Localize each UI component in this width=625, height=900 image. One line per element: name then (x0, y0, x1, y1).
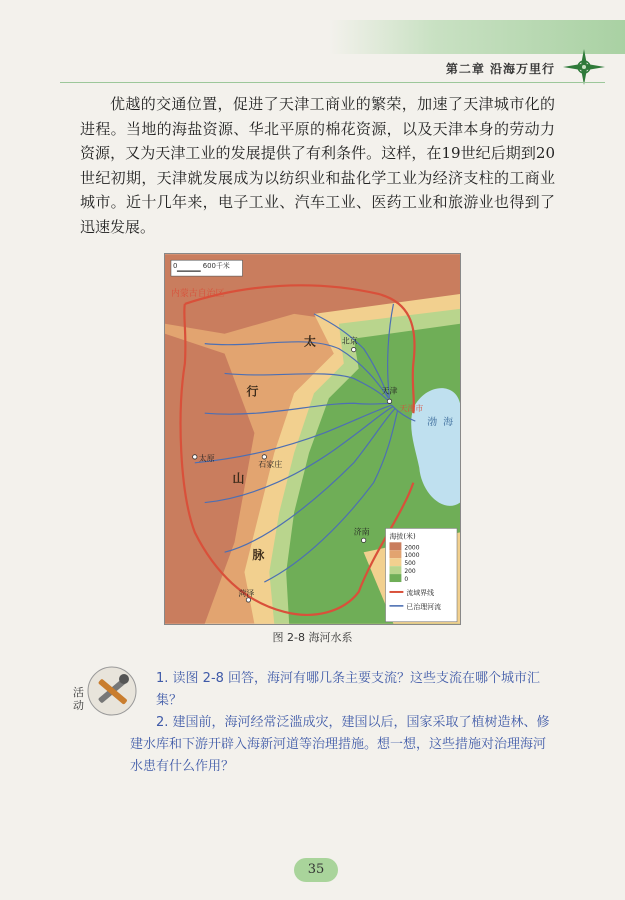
haihe-map (164, 253, 461, 625)
city-shijiazhuang: 石家庄 (258, 459, 283, 469)
city-marker-shijiazhuang (262, 455, 266, 459)
sea-char-2: 海 (443, 417, 454, 429)
legend-title: 海拔(米) (389, 532, 416, 541)
mountain-char-1: 太 (304, 334, 316, 349)
legend-level-3: 500 (404, 560, 416, 568)
mountain-char-4: 脉 (252, 548, 265, 563)
chapter-title: 第二章 沿海万里行 (445, 62, 555, 76)
legend-level-1: 2000 (404, 544, 420, 552)
page-number: 35 (294, 858, 338, 882)
city-beijing: 北京 (341, 336, 358, 346)
region-label: 内蒙古自治区 (170, 288, 225, 299)
legend-swatch-plain (389, 574, 401, 582)
mountain-char-2: 行 (246, 384, 259, 399)
header-rule (60, 82, 605, 83)
figure-caption: 图 2-8 海河水系 (272, 631, 353, 644)
activity-question-1: 1. 读图 2-8 回答，海河有哪几条主要支流？这些支流在哪个城市汇集？ (156, 671, 541, 708)
legend-river-label: 已治理河流 (406, 602, 442, 611)
map-graphic (165, 254, 460, 624)
city-taiyuan: 太原 (198, 453, 215, 463)
scale-distance: 600千米 (202, 262, 230, 271)
city-jinan: 济南 (353, 527, 370, 537)
legend-swatch-high (389, 542, 401, 550)
body-paragraph: 优越的交通位置，促进了天津工商业的繁荣，加速了天津城市化的进程。当地的海盐资源、华北平原的棉花资源，以及天津本身的劳动力资源，又为天津工业的发展提供了有利条件。这样，在19世纪后期到20世纪初期，天津就发展成为以纺织业和盐化学工业为经济支柱的工商业城市。近十几年来，电子工业、汽车工业、医药工业和旅游业也得到了迅速发展。 (80, 95, 555, 236)
activity-question-2: 2. 建国前，海河经常泛滥成灾，建国以后，国家采取了植树造林、修建水库和下游开辟入海新河道等治理措施。想一想，这些措施对治理海河水患有什么作用？ (130, 715, 550, 774)
legend-swatch-mid-high (389, 550, 401, 558)
map-legend (386, 528, 458, 621)
legend-level-5: 0 (404, 576, 409, 584)
legend-swatch-low (389, 566, 401, 574)
city-marker-heze (246, 598, 250, 602)
city-marker-jinan (361, 538, 365, 542)
mountain-char-3: 山 (232, 471, 245, 486)
legend-swatch-mid (389, 558, 401, 566)
legend-boundary-label: 流域界线 (406, 588, 435, 597)
tianjin-shi-label: 天津市 (399, 404, 424, 414)
legend-level-2: 1000 (404, 552, 420, 560)
compass-icon (561, 48, 607, 86)
city-marker-tianjin (387, 399, 391, 403)
city-marker-taiyuan (193, 455, 197, 459)
activity-label-1: 活 (73, 686, 84, 699)
sea-char-1: 渤 (427, 417, 438, 429)
scale-zero: 0 (172, 262, 178, 271)
legend-level-4: 200 (404, 568, 416, 576)
activity-label-2: 动 (73, 699, 84, 712)
city-tianjin: 天津 (381, 386, 398, 396)
city-marker-beijing (352, 347, 356, 351)
city-heze: 菏泽 (238, 588, 255, 598)
activity-label (73, 686, 84, 712)
activity-questions (130, 668, 555, 778)
